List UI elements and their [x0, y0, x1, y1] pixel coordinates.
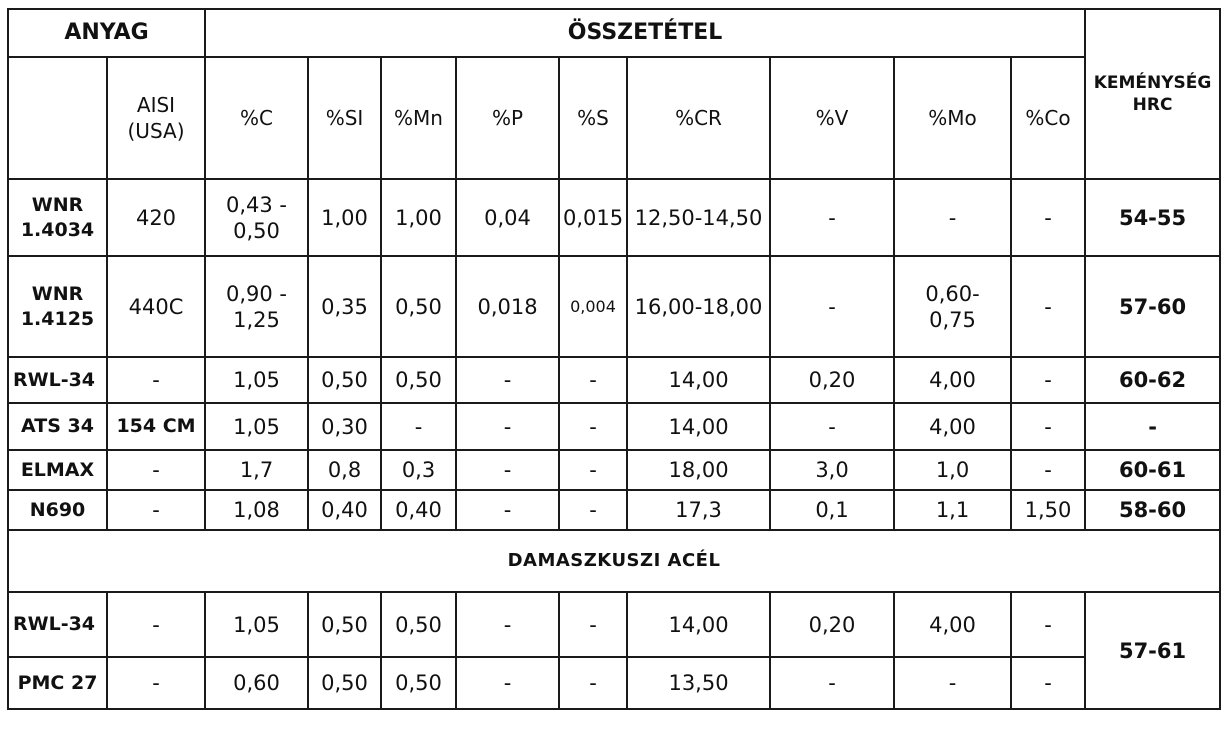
phosphorus-cell: - — [456, 357, 559, 403]
carbon-cell: 1,05 — [205, 403, 308, 450]
manganese-cell: 0,50 — [381, 256, 456, 357]
sulfur-cell: - — [559, 357, 627, 403]
silicon-cell: 0,30 — [308, 403, 381, 450]
vanadium-cell: - — [770, 657, 894, 709]
material-cell: WNR 1.4125 — [8, 256, 107, 357]
phosphorus-cell: 0,04 — [456, 179, 559, 256]
sulfur-cell: - — [559, 657, 627, 709]
phosphorus-cell: - — [456, 403, 559, 450]
vanadium-cell: 3,0 — [770, 450, 894, 490]
chromium-header: %CR — [627, 57, 770, 179]
chromium-cell: 13,50 — [627, 657, 770, 709]
silicon-cell: 0,50 — [308, 592, 381, 657]
vanadium-cell: - — [770, 256, 894, 357]
vanadium-cell: 0,20 — [770, 592, 894, 657]
material-header: ANYAG — [8, 9, 205, 57]
table-row — [8, 179, 1220, 256]
hardness-cell: 60-61 — [1085, 450, 1220, 490]
phosphorus-cell: - — [456, 490, 559, 530]
aisi-cell: - — [107, 657, 205, 709]
aisi-cell: 420 — [107, 179, 205, 256]
material-cell: N690 — [8, 490, 107, 530]
molybdenum-cell: 0,60- 0,75 — [894, 256, 1011, 357]
cobalt-cell: - — [1011, 179, 1085, 256]
cobalt-cell: - — [1011, 256, 1085, 357]
hardness-header: KEMÉNYSÉG HRC — [1085, 9, 1220, 179]
silicon-cell: 0,40 — [308, 490, 381, 530]
vanadium-cell: 0,20 — [770, 357, 894, 403]
phosphorus-header: %P — [456, 57, 559, 179]
silicon-cell: 0,35 — [308, 256, 381, 357]
carbon-cell: 1,08 — [205, 490, 308, 530]
phosphorus-cell: - — [456, 450, 559, 490]
header-row — [8, 9, 1220, 57]
table-row — [8, 403, 1220, 450]
vanadium-cell: - — [770, 179, 894, 256]
cobalt-cell: - — [1011, 357, 1085, 403]
carbon-cell: 1,7 — [205, 450, 308, 490]
vanadium-header: %V — [770, 57, 894, 179]
carbon-cell: 0,43 - 0,50 — [205, 179, 308, 256]
phosphorus-cell: 0,018 — [456, 256, 559, 357]
molybdenum-cell: 1,0 — [894, 450, 1011, 490]
manganese-cell: 0,40 — [381, 490, 456, 530]
table-row — [8, 450, 1220, 490]
sulfur-cell: - — [559, 450, 627, 490]
material-cell: ATS 34 — [8, 403, 107, 450]
aisi-cell: - — [107, 450, 205, 490]
material-cell: PMC 27 — [8, 657, 107, 709]
table-row — [8, 592, 1220, 657]
damascus-hardness-cell: 57-61 — [1085, 592, 1220, 709]
chromium-cell: 14,00 — [627, 592, 770, 657]
carbon-cell: 1,05 — [205, 357, 308, 403]
table-row — [8, 256, 1220, 357]
cobalt-cell: - — [1011, 592, 1085, 657]
sulfur-cell: - — [559, 490, 627, 530]
cobalt-cell: - — [1011, 450, 1085, 490]
aisi-cell: - — [107, 592, 205, 657]
section-title: DAMASZKUSZI ACÉL — [8, 530, 1220, 592]
cobalt-cell: 1,50 — [1011, 490, 1085, 530]
table-row — [8, 490, 1220, 530]
silicon-cell: 1,00 — [308, 179, 381, 256]
silicon-cell: 0,50 — [308, 357, 381, 403]
blank-header-cell — [8, 57, 107, 179]
hardness-cell: - — [1085, 403, 1220, 450]
chromium-cell: 14,00 — [627, 357, 770, 403]
hardness-cell: 57-60 — [1085, 256, 1220, 357]
cobalt-cell: - — [1011, 403, 1085, 450]
sulfur-cell: - — [559, 403, 627, 450]
manganese-cell: 0,50 — [381, 592, 456, 657]
silicon-cell: 0,8 — [308, 450, 381, 490]
cobalt-header: %Co — [1011, 57, 1085, 179]
molybdenum-cell: 4,00 — [894, 357, 1011, 403]
sulfur-cell: 0,004 — [559, 256, 627, 357]
aisi-cell: 440C — [107, 256, 205, 357]
manganese-cell: 1,00 — [381, 179, 456, 256]
aisi-cell: 154 CM — [107, 403, 205, 450]
chromium-cell: 12,50-14,50 — [627, 179, 770, 256]
steel-composition-table — [7, 8, 1221, 710]
manganese-header: %Mn — [381, 57, 456, 179]
aisi-cell: - — [107, 357, 205, 403]
carbon-cell: 0,60 — [205, 657, 308, 709]
column-header-row — [8, 57, 1220, 179]
carbon-cell: 0,90 - 1,25 — [205, 256, 308, 357]
cobalt-cell: - — [1011, 657, 1085, 709]
hardness-cell: 54-55 — [1085, 179, 1220, 256]
manganese-cell: 0,50 — [381, 657, 456, 709]
aisi-cell: - — [107, 490, 205, 530]
molybdenum-header: %Mo — [894, 57, 1011, 179]
silicon-cell: 0,50 — [308, 657, 381, 709]
chromium-cell: 16,00-18,00 — [627, 256, 770, 357]
material-cell: RWL-34 — [8, 592, 107, 657]
material-cell: RWL-34 — [8, 357, 107, 403]
phosphorus-cell: - — [456, 592, 559, 657]
hardness-cell: 58-60 — [1085, 490, 1220, 530]
molybdenum-cell: - — [894, 657, 1011, 709]
carbon-cell: 1,05 — [205, 592, 308, 657]
sulfur-header: %S — [559, 57, 627, 179]
chromium-cell: 17,3 — [627, 490, 770, 530]
carbon-header: %C — [205, 57, 308, 179]
manganese-cell: 0,3 — [381, 450, 456, 490]
chromium-cell: 14,00 — [627, 403, 770, 450]
phosphorus-cell: - — [456, 657, 559, 709]
sulfur-cell: - — [559, 592, 627, 657]
molybdenum-cell: 4,00 — [894, 403, 1011, 450]
composition-header: ÖSSZETÉTEL — [205, 9, 1085, 57]
molybdenum-cell: 1,1 — [894, 490, 1011, 530]
material-cell: ELMAX — [8, 450, 107, 490]
vanadium-cell: 0,1 — [770, 490, 894, 530]
material-cell: WNR 1.4034 — [8, 179, 107, 256]
sulfur-cell: 0,015 — [559, 179, 627, 256]
molybdenum-cell: 4,00 — [894, 592, 1011, 657]
vanadium-cell: - — [770, 403, 894, 450]
molybdenum-cell: - — [894, 179, 1011, 256]
aisi-header: AISI (USA) — [107, 57, 205, 179]
manganese-cell: - — [381, 403, 456, 450]
silicon-header: %SI — [308, 57, 381, 179]
chromium-cell: 18,00 — [627, 450, 770, 490]
table-row — [8, 657, 1220, 709]
manganese-cell: 0,50 — [381, 357, 456, 403]
table-row — [8, 357, 1220, 403]
hardness-cell: 60-62 — [1085, 357, 1220, 403]
section-row — [8, 530, 1220, 592]
